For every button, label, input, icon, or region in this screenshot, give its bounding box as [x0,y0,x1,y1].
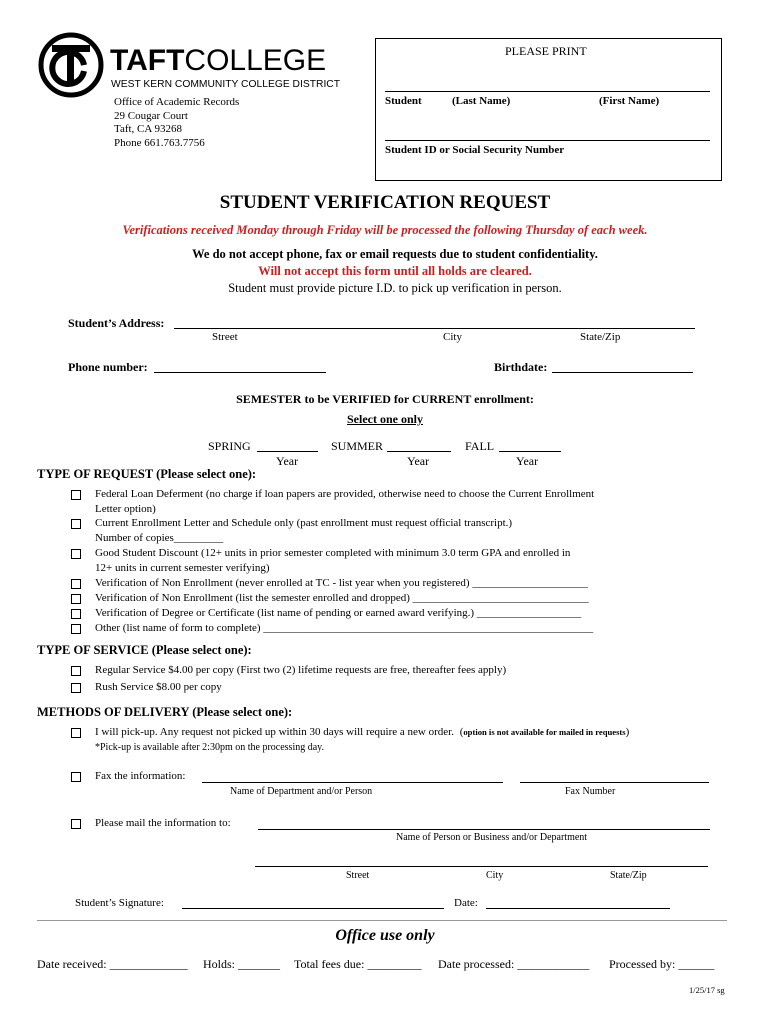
processing-note: Verifications received Monday through Friday will be processed the following Thursday of each week. [122,223,648,237]
request-item-other: Other (list name of form to complete) ____________________________________________________________ [95,622,594,634]
delivery-pickup-time: *Pick-up is available after 2:30pm on the processing day. [95,742,325,753]
request-checkbox-degree[interactable] [71,609,81,619]
form-revision: 1/25/17 sg [689,985,725,995]
service-rush: Rush Service $8.00 per copy [95,681,222,693]
fax-name-caption: Name of Department and/or Person [230,786,373,797]
office-date-received: Date received: _____________ [37,957,188,971]
address-input-line[interactable] [174,328,695,329]
request-title: TYPE OF REQUEST (Please select one): [37,467,257,481]
office-date-processed: Date processed: ____________ [438,957,590,971]
please-print-title: PLEASE PRINT [505,44,587,58]
page-title: STUDENT VERIFICATION REQUEST [219,192,551,213]
district-name: WEST KERN COMMUNITY COLLEGE DISTRICT [111,79,341,90]
fax-number-caption: Fax Number [565,786,616,797]
request-item-non-enrollment-never: Verification of Non Enrollment (never enrolled at TC - list year when you registered) _____________________ [95,577,588,589]
last-name-label: (Last Name) [452,95,511,107]
summer-year-caption: Year [407,454,430,468]
student-label: Student [385,95,422,107]
delivery-pickup-note [460,726,630,738]
paren-close: ) [625,726,630,738]
spring-year-caption: Year [276,454,299,468]
request-checkbox-enrollment-letter[interactable] [71,519,81,529]
request-checkbox-other[interactable] [71,624,81,634]
request-item-enrollment-letter: Current Enrollment Letter and Schedule only (past enrollment must request official transcript.) [95,517,513,529]
request-item-loan-deferment: Federal Loan Deferment (no charge if loan papers are provided, otherwise need to choose the Current Enrollment [95,488,595,500]
taft-college-logo-icon [38,32,104,98]
office-holds: Holds: _______ [203,957,281,971]
office-city: Taft, CA 93268 [114,123,182,135]
college-name-bold: TAFT [110,44,185,77]
phone-input-line[interactable] [154,372,326,373]
request-item-loan-deferment-cont: Letter option) [95,503,156,515]
service-regular: Regular Service $4.00 per copy (First two (2) lifetime requests are free, thereafter fees apply) [95,664,507,676]
summer-label: SUMMER [331,439,384,453]
semester-title: SEMESTER to be VERIFIED for CURRENT enrollment: [236,392,534,406]
address-city-caption: City [443,331,462,343]
student-name-line[interactable] [385,91,710,92]
mail-address-input[interactable] [255,866,708,867]
fall-year-input[interactable] [499,451,561,452]
address-label: Student’s Address: [68,316,165,330]
delivery-pickup [95,726,629,738]
delivery-mail-label: Please mail the information to: [95,817,231,829]
first-name-label: (First Name) [599,95,660,107]
college-name-regular: COLLEGE [184,44,327,77]
delivery-checkbox-fax[interactable] [71,772,81,782]
fall-year-caption: Year [516,454,539,468]
delivery-pickup-text: I will pick-up. Any request not picked up within 30 days will require a new order. [95,726,454,738]
college-name [110,44,326,78]
fax-name-input[interactable] [202,782,503,783]
birthdate-label: Birthdate: [494,360,548,374]
request-item-number-of-copies: Number of copies_________ [95,532,224,544]
request-checkbox-loan-deferment[interactable] [71,490,81,500]
delivery-checkbox-pickup[interactable] [71,728,81,738]
delivery-checkbox-mail[interactable] [71,819,81,829]
mail-street-caption: Street [346,870,370,881]
phone-label: Phone number: [68,360,148,374]
address-street-caption: Street [212,331,238,343]
delivery-pickup-restriction: option is not available for mailed in requests [463,727,626,737]
office-name: Office of Academic Records [114,96,240,108]
service-title: TYPE OF SERVICE (Please select one): [37,643,252,657]
mail-name-input[interactable] [258,829,710,830]
signature-label: Student’s Signature: [75,897,164,909]
service-checkbox-rush[interactable] [71,683,81,693]
mail-state-zip-caption: State/Zip [610,870,647,881]
office-processed-by: Processed by: ______ [609,957,715,971]
office-phone: Phone 661.763.7756 [114,137,205,149]
request-checkbox-non-enrollment-never[interactable] [71,579,81,589]
office-use-title: Office use only [335,927,435,944]
office-total-fees: Total fees due: _________ [294,957,422,971]
pickup-id-note: Student must provide picture I.D. to pick up verification in person. [228,281,562,295]
paren-open: ( [459,726,464,738]
request-item-good-student: Good Student Discount (12+ units in prior semester completed with minimum 3.0 term GPA and enrolled in [95,547,571,559]
spring-label: SPRING [208,439,251,453]
address-state-zip-caption: State/Zip [580,331,621,343]
delivery-fax-label: Fax the information: [95,770,186,782]
delivery-title: METHODS OF DELIVERY (Please select one): [37,705,293,719]
fax-number-input[interactable] [520,782,709,783]
request-checkbox-good-student[interactable] [71,549,81,559]
semester-select-note: Select one only [347,412,423,426]
signature-input[interactable] [182,908,444,909]
no-requests-note: We do not accept phone, fax or email requests due to student confidentiality. [192,247,598,261]
please-print-box [375,38,722,181]
signature-date-label: Date: [454,897,478,909]
mail-name-caption: Name of Person or Business and/or Department [396,832,588,843]
student-id-label: Student ID or Social Security Number [385,144,565,156]
request-item-degree: Verification of Degree or Certificate (list name of pending or earned award verifying.) ___________________ [95,607,582,619]
service-checkbox-regular[interactable] [71,666,81,676]
spring-year-input[interactable] [257,451,318,452]
request-item-good-student-cont: 12+ units in current semester verifying) [95,562,270,574]
student-id-line[interactable] [385,140,710,141]
office-street: 29 Cougar Court [114,110,188,122]
office-divider [37,920,727,921]
birthdate-input-line[interactable] [552,372,693,373]
request-checkbox-non-enrollment-dropped[interactable] [71,594,81,604]
holds-note: Will not accept this form until all holds are cleared. [258,264,532,278]
request-item-non-enrollment-dropped: Verification of Non Enrollment (list the semester enrolled and dropped) ________________________________ [95,592,589,604]
mail-city-caption: City [486,870,504,881]
fall-label: FALL [465,439,495,453]
signature-date-input[interactable] [486,908,670,909]
summer-year-input[interactable] [387,451,451,452]
